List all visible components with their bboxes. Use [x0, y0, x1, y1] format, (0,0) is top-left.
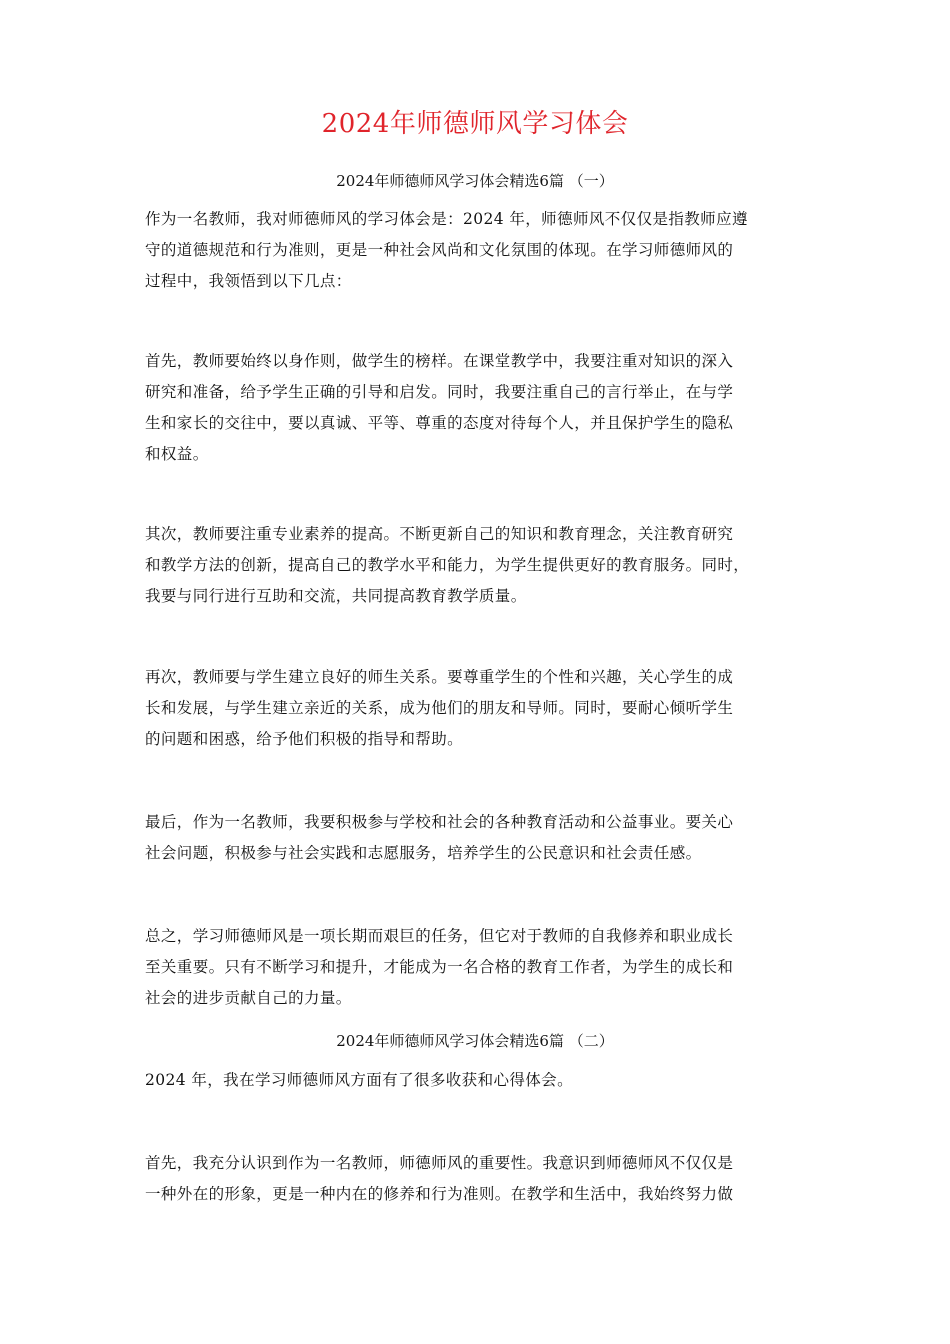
- section-2-paragraph-2: 首先，我充分认识到作为一名教师，师德师风的重要性。我意识到师德师风不仅仅是 一种外在的形象，更是一种内在的修养和行为准则。在教学和生活中，我始终努力做: [145, 1154, 734, 1203]
- section-1-paragraph-3: 其次，教师要注重专业素养的提高。不断更新自己的知识和教育理念，关注教育研究 和教学方法的创新，提高自己的教学水平和能力，为学生提供更好的教育服务。同时， 我要与同行进行互助和交流，共同提高教育教学质量。: [145, 525, 750, 605]
- section-1-paragraph-2: 首先，教师要始终以身作则，做学生的榜样。在课堂教学中，我要注重对知识的深入 研究和准备，给予学生正确的引导和启发。同时，我要注重自己的言行举止，在与学 生和家长的交往中，要以真诚、平等、尊重的态度对待每个人，并且保护学生的隐私 和权益。: [145, 352, 734, 463]
- section-1-heading: 2024年师德师风学习体会精选6篇 （一）: [336, 172, 614, 190]
- section-2-heading: 2024年师德师风学习体会精选6篇 （二）: [336, 1032, 614, 1050]
- section-1-paragraph-1: 作为一名教师，我对师德师风的学习体会是：2024 年，师德师风不仅仅是指教师应遵 守的道德规范和行为准则，更是一种社会风尚和文化氛围的体现。在学习师德师风的 过程中，我领悟到以下几点：: [145, 210, 748, 290]
- section-2-paragraph-1: 2024 年，我在学习师德师风方面有了很多收获和心得体会。: [145, 1071, 573, 1089]
- section-1-paragraph-6: 总之，学习师德师风是一项长期而艰巨的任务，但它对于教师的自我修养和职业成长 至关重要。只有不断学习和提升，才能成为一名合格的教育工作者，为学生的成长和 社会的进步贡献自己的力量。: [145, 927, 734, 1007]
- document-title: 2024年师德师风学习体会: [321, 109, 629, 139]
- section-1-paragraph-5: 最后，作为一名教师，我要积极参与学校和社会的各种教育活动和公益事业。要关心 社会问题，积极参与社会实践和志愿服务，培养学生的公民意识和社会责任感。: [145, 813, 734, 862]
- section-1-paragraph-4: 再次，教师要与学生建立良好的师生关系。要尊重学生的个性和兴趣，关心学生的成 长和发展，与学生建立亲近的关系，成为他们的朋友和导师。同时，要耐心倾听学生 的问题和困惑，给予他们积极的指导和帮助。: [145, 668, 734, 748]
